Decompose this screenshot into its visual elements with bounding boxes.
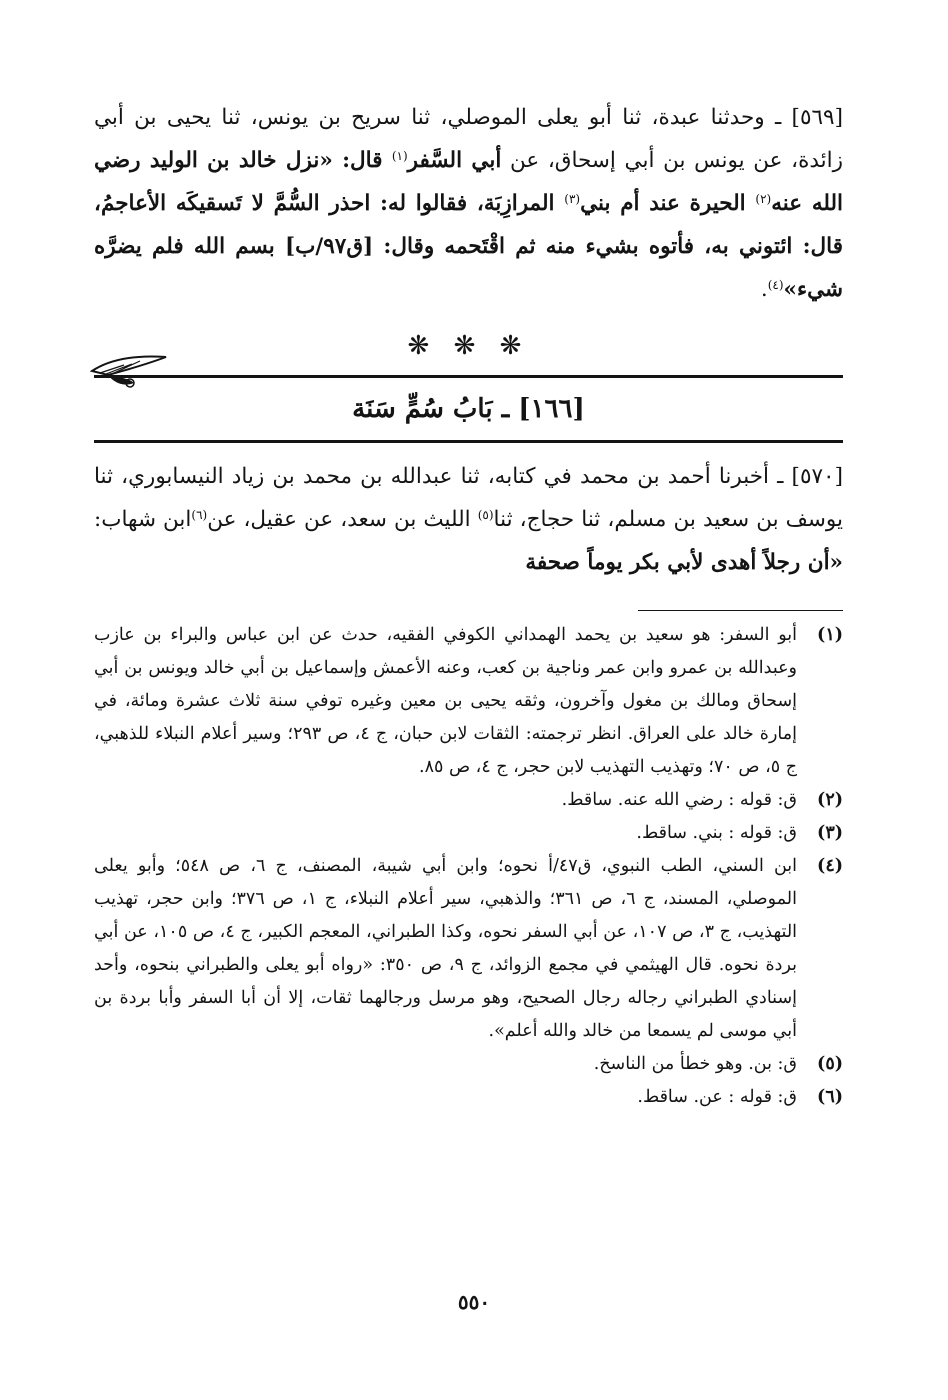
- hadith-570-text-2: الليث بن سعد، عن عقيل، عن: [207, 507, 478, 532]
- footnote-ref-1[interactable]: (١): [391, 149, 408, 163]
- footnote-text: ق: بن. وهو خطأ من الناسخ.: [593, 1054, 797, 1074]
- footnote-separator: [638, 610, 843, 611]
- hadith-569-text-3: الحيرة عند أم بني: [580, 191, 756, 216]
- footnote-number: (٣): [817, 823, 843, 843]
- hadith-570-text-4: «أن رجلاً أهدى لأبي بكر يوماً صحفة: [525, 550, 843, 575]
- quill-pen-icon: [90, 353, 170, 393]
- footnote-text: ق: قوله : عن. ساقط.: [637, 1087, 797, 1107]
- chapter-header: [94, 375, 843, 443]
- hadith-569-end: .: [760, 277, 768, 302]
- footnote-ref-6[interactable]: (٦): [191, 508, 208, 522]
- footnote-text: أبو السفر: هو سعيد بن يحمد الهمداني الكوفي الفقيه، حدث عن ابن عباس والبراء بن عازب وعبدالله بن عمرو وابن عمر وناجية بن كعب، وعنه الأعمش وإسماعيل بن أبي خالد ويونس بن أبي إسحاق ومالك بن مغول وآخرون، وثقه يحيى بن معين وغيره توفي سنة ثلاث عشرة ومائة، في إمارة خالد على العراق. انظر ترجمته: الثقات لابن حبان، ج ٤، ص ٢٩٣؛ وسير أعلام النبلاء للذهبي، ج ٥، ص ٧٠؛ وتهذيب التهذيب لابن حجر، ج ٤، ص ٨٥.: [94, 625, 797, 777]
- footnote-number: (١): [817, 625, 843, 645]
- footnote-number: (٦): [817, 1087, 843, 1107]
- footnote-ref-2[interactable]: (٢): [755, 192, 772, 206]
- chapter-rule-bottom: [94, 440, 843, 443]
- footnote-text: ق: قوله : بني. ساقط.: [636, 823, 797, 843]
- footnote-number: (٤): [817, 856, 843, 876]
- footnote-4: [94, 850, 843, 1048]
- hadith-569: [94, 96, 843, 311]
- hadith-569-text-2: قال: «نزل خالد بن الوليد رضي الله عنه: [94, 148, 843, 216]
- page-body: [94, 96, 843, 1114]
- footnote-text: ابن السني، الطب النبوي، ق٤٧/أ نحوه؛ وابن أبي شيبة، المصنف، ج ٦، ص ٥٤٨؛ وأبو يعلى الموصلي، المسند، ج ٦، ص ٣٦١؛ والذهبي، سير أعلام النبلاء، ج ١، ص ٣٧٦؛ وابن حجر، تهذيب التهذيب، ج ٣، ص ١٠٧، عن أبي السفر نحوه، وكذا الطبراني، المعجم الكبير، ج ٤، ص ١٠٥، عن أبي بردة نحوه. قال الهيثمي في مجمع الزوائد، ج ٩، ص ٣٥٠: «رواه أبو يعلى والطبراني بنحوه، وأحد إسنادي الطبراني رجاله رجال الصحيح، وهو مرسل ورجالهما ثقات، إلا أن أبا السفر وأبا بردة بن أبي موسى لم يسمعا من خالد والله أعلم».: [94, 856, 798, 1041]
- footnote-text: ق: قوله : رضي الله عنه. ساقط.: [561, 790, 797, 810]
- hadith-569-text-4: المرازِبَة، فقالوا له: احذر السُّمَّ لا تَسقيكَه الأعاجمُ، قال: ائتوني به، فأتوه بشيء منه ثم اقْتَحمه وقال: [ق٩٧/ب] بسم الله فلم يضرَّه شيء»: [94, 191, 844, 302]
- footnote-5: [94, 1048, 843, 1081]
- chapter-title: [١٦٦] ـ بَابُ سُمٍّ سَنَة: [352, 394, 585, 424]
- hadith-570: [94, 455, 843, 584]
- footnote-number: (٥): [817, 1054, 843, 1074]
- footnote-ref-3[interactable]: (٣): [564, 192, 581, 206]
- page-number: ٥٥٠: [457, 1290, 491, 1314]
- footnote-number: (٢): [817, 790, 843, 810]
- footnote-2: [94, 784, 843, 817]
- hadith-570-text-1: [٥٧٠] ـ أخبرنا أحمد بن محمد في كتابه، ثنا عبدالله بن محمد بن زياد النيسابوري، ثنا يوسف بن سعيد بن مسلم، ثنا حجاج، ثنا: [94, 464, 843, 532]
- hadith-569-text-1: [٥٦٩] ـ وحدثنا عبدة، ثنا أبو يعلى الموصلي، ثنا سريح بن يونس، ثنا يحيى بن أبي زائدة، عن يونس بن أبي إسحاق، عن: [94, 105, 844, 173]
- hadith-569-name: أبي السَّفر: [407, 148, 502, 173]
- footnote-6: [94, 1081, 843, 1114]
- footnote-ref-5[interactable]: (٥): [477, 508, 494, 522]
- hadith-570-text-3: ابن شهاب:: [94, 507, 192, 532]
- footnote-1: [94, 619, 843, 784]
- footnotes: [94, 619, 843, 1114]
- footnote-3: [94, 817, 843, 850]
- footnote-ref-4[interactable]: (٤): [767, 278, 784, 292]
- section-separator-stars: ❋ ❋ ❋: [407, 331, 530, 361]
